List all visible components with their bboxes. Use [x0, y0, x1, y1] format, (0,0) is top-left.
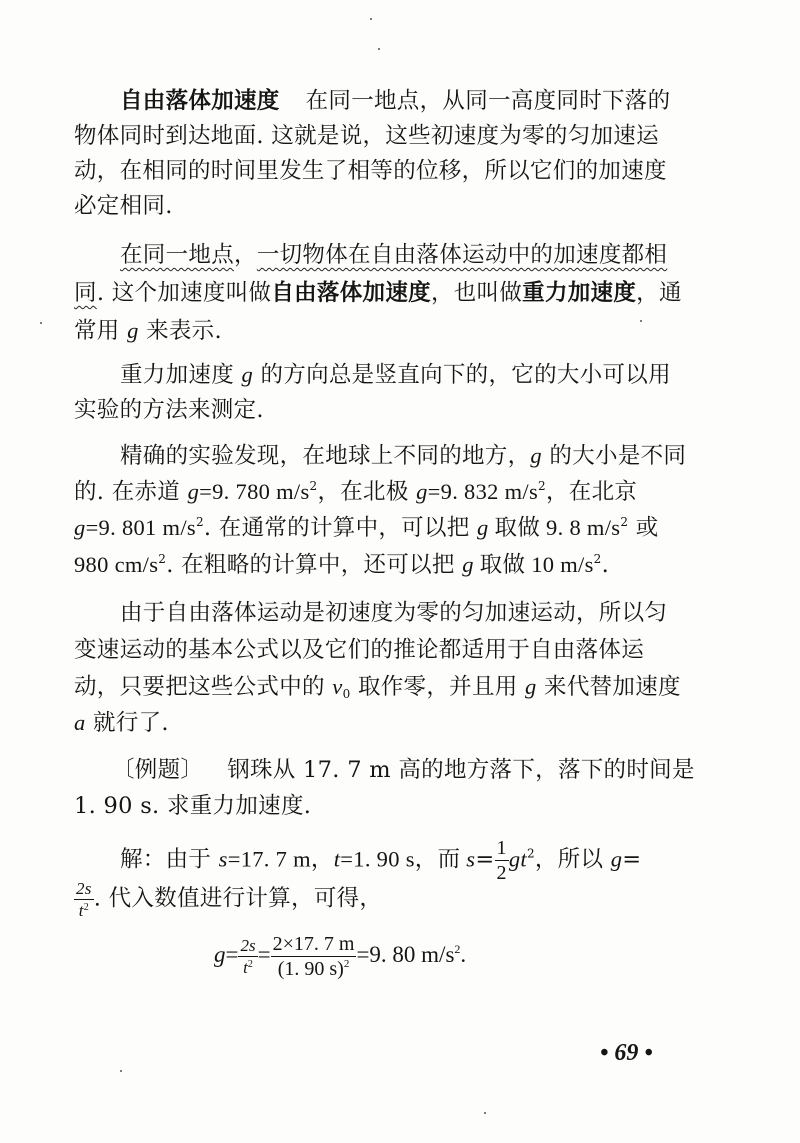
example-line-2: 1. 90 s. 求重力加速度.: [74, 793, 312, 819]
scan-speck: [378, 48, 380, 50]
scan-speck: [370, 18, 372, 20]
paragraph-5-line-2: 变速运动的基本公式以及它们的推论都适用于自由落体运: [74, 637, 645, 663]
paragraph-1-line-4: 必定相同.: [74, 193, 173, 219]
term-gravity-acceleration: 重力加速度: [522, 280, 637, 306]
paragraph-5-line-4: a 就行了.: [74, 710, 169, 736]
fraction-2s-over-t2: $\frac{2s}{t^2}$: [240, 936, 256, 977]
definition-line-2: 同. 这个加速度叫做自由落体加速度，也叫做重力加速度，通: [74, 280, 682, 306]
paragraph-3-line-1: 重力加速度 g 的方向总是竖直向下的，它的大小可以用: [120, 362, 671, 388]
definition-line-1: 在同一地点，一切物体在自由落体运动中的加速度都相: [120, 242, 668, 268]
paragraph-4-line-4: 980 $cm/s^2$. 在粗略的计算中，还可以把 g 取做 10 $m/s^2$.: [74, 552, 610, 578]
paragraph-1-line-3: 动，在相同的时间里发生了相等的位移，所以它们的加速度: [74, 158, 667, 184]
solution-line-1: 解：由于 s=17. 7 m，t=1. 90 s，而 s= $\frac{1}{2}$ $gt^2$，所以 g=: [120, 837, 642, 884]
emphasis-wavy: 一切物体在自由落体运动中的加速度都相: [256, 242, 668, 268]
scan-speck: [120, 1070, 122, 1072]
scan-speck: [484, 1112, 486, 1114]
paragraph-4-line-3: g=9. 801 $m/s^2$. 在通常的计算中，可以把 g 取做 9. 8 $m/s^2$ 或: [74, 515, 659, 541]
paragraph-1-line-2: 物体同时到达地面. 这就是说，这些初速度为零的匀加速运: [74, 123, 659, 149]
value-beijing: =9. 801 m/s: [85, 515, 196, 540]
scan-speck: [40, 322, 42, 324]
fraction-2s-over-t2: $\frac{2s}{t^2}$: [76, 879, 92, 920]
paragraph-4-line-2: 的. 在赤道 g=9. 780 $m/s^2$，在北极 g=9. 832 $m/s^2$，在北京: [74, 479, 638, 505]
solution-line-2: $\frac{2s}{t^2}$ . 代入数值进行计算，可得，: [76, 879, 383, 920]
value-north-pole: =9. 832 m/s: [427, 479, 539, 504]
value-equator: =9. 780 m/s: [199, 479, 310, 504]
fraction-one-half: $\frac{1}{2}$: [496, 837, 507, 884]
example-line-1: 〔例题〕 钢珠从 17. 7 m 高的地方落下，落下的时间是: [112, 757, 695, 783]
emphasis-wavy: 在同一地点: [120, 242, 235, 268]
term-free-fall-acceleration: 自由落体加速度: [271, 280, 431, 306]
paragraph-3-line-2: 实验的方法来测定.: [74, 397, 264, 423]
page-number: • 69 •: [600, 1040, 653, 1066]
paragraph-5-line-3: 动，只要把这些公式中的 $v_0$ 取作零，并且用 g 来代替加速度: [74, 674, 681, 701]
fraction-numeric: $\frac{2\times 17. 7 m}{(1. 90 s)^2}$: [272, 933, 355, 980]
result-formula: g= $\frac{2s}{t^2}$ = $\frac{2\times 17. 7 m}{(1. 90 s)^2}$ =9. 80 $m/s^2$.: [214, 933, 467, 980]
paragraph-4-line-1: 精确的实验发现，在地球上不同的地方，g 的大小是不同: [120, 443, 687, 469]
paragraph-5-line-1: 由于自由落体运动是初速度为零的匀加速运动，所以匀: [120, 600, 668, 626]
definition-line-3: 常用 g 来表示.: [74, 318, 222, 344]
section-heading: 自由落体加速度: [120, 88, 280, 114]
example-label: 〔例题〕: [112, 757, 204, 783]
paragraph-1-line-1: 自由落体加速度 在同一地点，从同一高度同时下落的: [120, 88, 671, 114]
